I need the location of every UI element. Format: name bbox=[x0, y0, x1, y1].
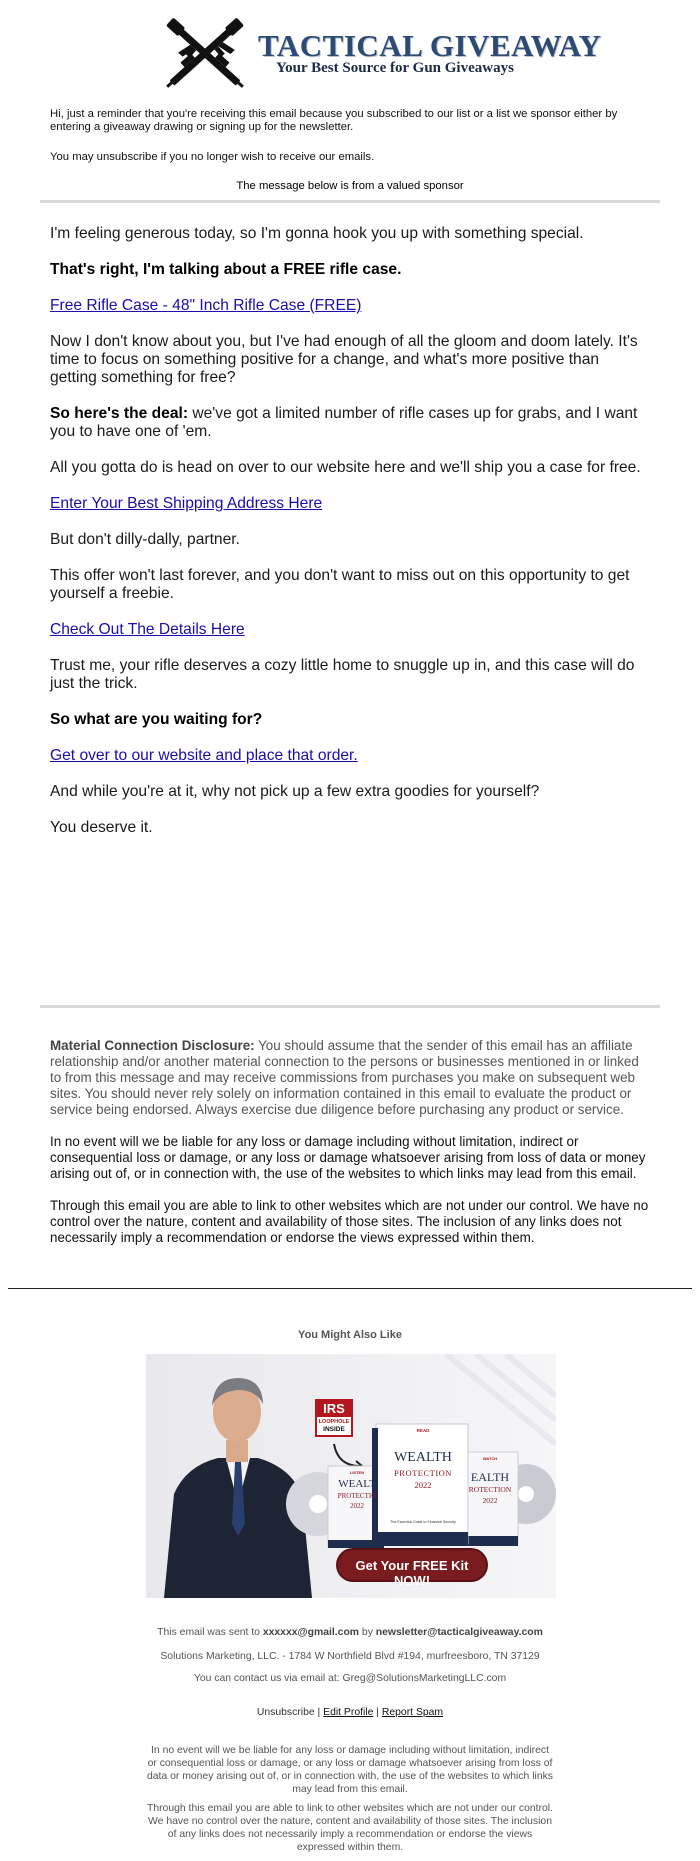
disclosure-text: You should assume that the sender of this email has an affiliate relationship and/or another material connection to the persons or businesses mentioned in or linked to from this message and may receive commissions from purchases you make on subsequent web sites. You should never rely solely on information contained in this email to evaluate the product or service being endorsed. Always exercise due diligence before purchasing any product or service. bbox=[50, 1038, 639, 1117]
message-paragraph bbox=[50, 297, 650, 315]
left-book-year: 2022 bbox=[350, 1502, 364, 1510]
disclosure-title: Material Connection Disclosure: bbox=[50, 1038, 255, 1053]
inside-label: INSIDE bbox=[323, 1426, 345, 1433]
bold-text: So what are you waiting for? bbox=[50, 711, 263, 728]
link-divider: | bbox=[317, 1707, 321, 1718]
footer-external-links-text: Through this email you are able to link to other websites which are not under our control. We have no control over the nature, content and availability of those sites. The inclusion of any links does not necessarily imply a recommendation or endorse the views expressed within them. bbox=[146, 1803, 554, 1853]
message-paragraph bbox=[50, 405, 650, 441]
message-paragraph: Now I don't know about you, but I've had enough of all the gloom and doom lately. It's time to focus on something positive for a change, and what's more positive than getting something for free? bbox=[50, 333, 638, 386]
subscription-notice bbox=[50, 108, 650, 164]
sent-to-line bbox=[0, 1626, 700, 1639]
book-subtitle: PROTECTION bbox=[394, 1468, 452, 1478]
bold-text: So here's the deal: bbox=[50, 405, 189, 422]
liability-text: In no event will we be liable for any loss or damage including without limitation, indirect or consequential loss or damage, or any loss or damage whatsoever arising from loss of data or money arising out of, or in connection with, the use of the websites to which links may lead from this email. bbox=[50, 1134, 646, 1181]
reminder-text: Hi, just a reminder that you're receiving this email because you subscribed to our list or a list we sponsor either by entering a giveaway drawing or signing up for the newsletter. bbox=[50, 108, 618, 133]
place-order-link[interactable]: Get over to our website and place that order. bbox=[50, 747, 358, 764]
right-book-tag: WATCH bbox=[482, 1456, 498, 1461]
message-paragraph: This offer won't last forever, and you don't want to miss out on this opportunity to get yourself a freebie. bbox=[50, 567, 630, 602]
sent-prefix: This email was sent to bbox=[157, 1627, 263, 1638]
disclosure-section bbox=[50, 1038, 650, 1262]
external-links-text: Through this email you are able to link to other websites which are not under our control. We have no control over the nature, content and availability of those sites. The inclusion of any links does not necessarily imply a recommendation or endorse the views expressed within them. bbox=[50, 1198, 649, 1245]
message-paragraph bbox=[50, 747, 650, 765]
right-book-year: 2022 bbox=[482, 1496, 498, 1505]
details-link[interactable]: Check Out The Details Here bbox=[50, 621, 245, 638]
right-book-title: EALTH bbox=[470, 1470, 510, 1484]
shipping-address-link[interactable]: Enter Your Best Shipping Address Here bbox=[50, 495, 323, 512]
sent-by: by bbox=[359, 1627, 376, 1638]
material-connection-disclosure bbox=[50, 1038, 650, 1118]
message-paragraph bbox=[50, 711, 650, 729]
company-address: Solutions Marketing, LLC. - 1784 W Northfield Blvd #194, murfreesboro, TN 37129 bbox=[160, 1651, 540, 1662]
book-title: WEALTH bbox=[394, 1450, 452, 1465]
free-rifle-case-link[interactable]: Free Rifle Case - 48" Inch Rifle Case (FREE) bbox=[50, 297, 362, 314]
book-author: The Essential Guide to Financial Security bbox=[390, 1520, 456, 1524]
message-paragraph: You deserve it. bbox=[50, 819, 153, 836]
brand-title: TACTICAL GIVEAWAY bbox=[258, 28, 602, 63]
message-paragraph bbox=[50, 621, 650, 639]
message-paragraph: All you gotta do is head on over to our website here and we'll ship you a case for free. bbox=[50, 459, 641, 476]
link-divider: | bbox=[376, 1707, 379, 1718]
right-book-subtitle: ROTECTION bbox=[468, 1485, 512, 1494]
message-text: we've got a limited number of rifle cases up for grabs, and I want you to have one of 'em. bbox=[50, 405, 638, 440]
report-spam-link[interactable]: Report Spam bbox=[381, 1707, 444, 1718]
book-year: 2022 bbox=[414, 1480, 432, 1490]
book-tag: READ bbox=[416, 1428, 430, 1433]
sponsor-line: The message below is from a valued sponsor bbox=[236, 180, 464, 192]
message-body bbox=[50, 225, 650, 837]
free-kit-cta-button[interactable]: Get Your FREE Kit NOW! bbox=[355, 1558, 469, 1588]
footer-links bbox=[0, 1706, 700, 1719]
left-book-subtitle: PROTECTIO bbox=[337, 1492, 377, 1500]
you-might-also-like-heading: You Might Also Like bbox=[298, 1329, 402, 1341]
recipient-email: xxxxxx@gmail.com bbox=[262, 1627, 360, 1638]
brand-tagline: Your Best Source for Gun Giveaways bbox=[276, 60, 514, 76]
contact-line: You can contact us via email at: Greg@SolutionsMarketingLLC.com bbox=[193, 1673, 507, 1684]
unsubscribe-link[interactable]: Unsubscribe bbox=[256, 1707, 315, 1718]
message-paragraph: Trust me, your rifle deserves a cozy little home to snuggle up in, and this case will do just the trick. bbox=[50, 657, 635, 692]
unsubscribe-note: You may unsubscribe if you no longer wish to receive our emails. bbox=[50, 151, 375, 163]
message-paragraph bbox=[50, 495, 650, 513]
bold-text: That's right, I'm talking about a FREE rifle case. bbox=[50, 261, 402, 278]
divider bbox=[40, 200, 660, 203]
edit-profile-link[interactable]: Edit Profile bbox=[323, 1707, 374, 1718]
irs-label: IRS bbox=[323, 1401, 345, 1416]
footer-liability-text: In no event will we be liable for any loss or damage including without limitation, indirect or consequential loss or damage, or any loss or damage whatsoever arising from loss of data or money arising out of, or in connection with, the use of the websites to which links may lead from this email. bbox=[146, 1745, 554, 1795]
wealth-protection-ad[interactable] bbox=[146, 1354, 556, 1598]
left-book-tag: LISTEN bbox=[349, 1470, 365, 1475]
sender-email: newsletter@tacticalgiveaway.com bbox=[375, 1627, 543, 1638]
loophole-label: LOOPHOLE bbox=[318, 1419, 350, 1425]
crossed-rifles-icon bbox=[155, 8, 255, 100]
divider bbox=[40, 1005, 660, 1008]
left-book-title: WEALT bbox=[338, 1478, 376, 1490]
message-paragraph: And while you're at it, why not pick up a few extra goodies for yourself? bbox=[50, 783, 540, 800]
divider bbox=[8, 1288, 692, 1289]
message-paragraph: But don't dilly-dally, partner. bbox=[50, 531, 240, 548]
message-paragraph: I'm feeling generous today, so I'm gonna hook you up with something special. bbox=[50, 225, 584, 242]
logo-header[interactable] bbox=[0, 0, 700, 100]
message-paragraph bbox=[50, 261, 650, 279]
